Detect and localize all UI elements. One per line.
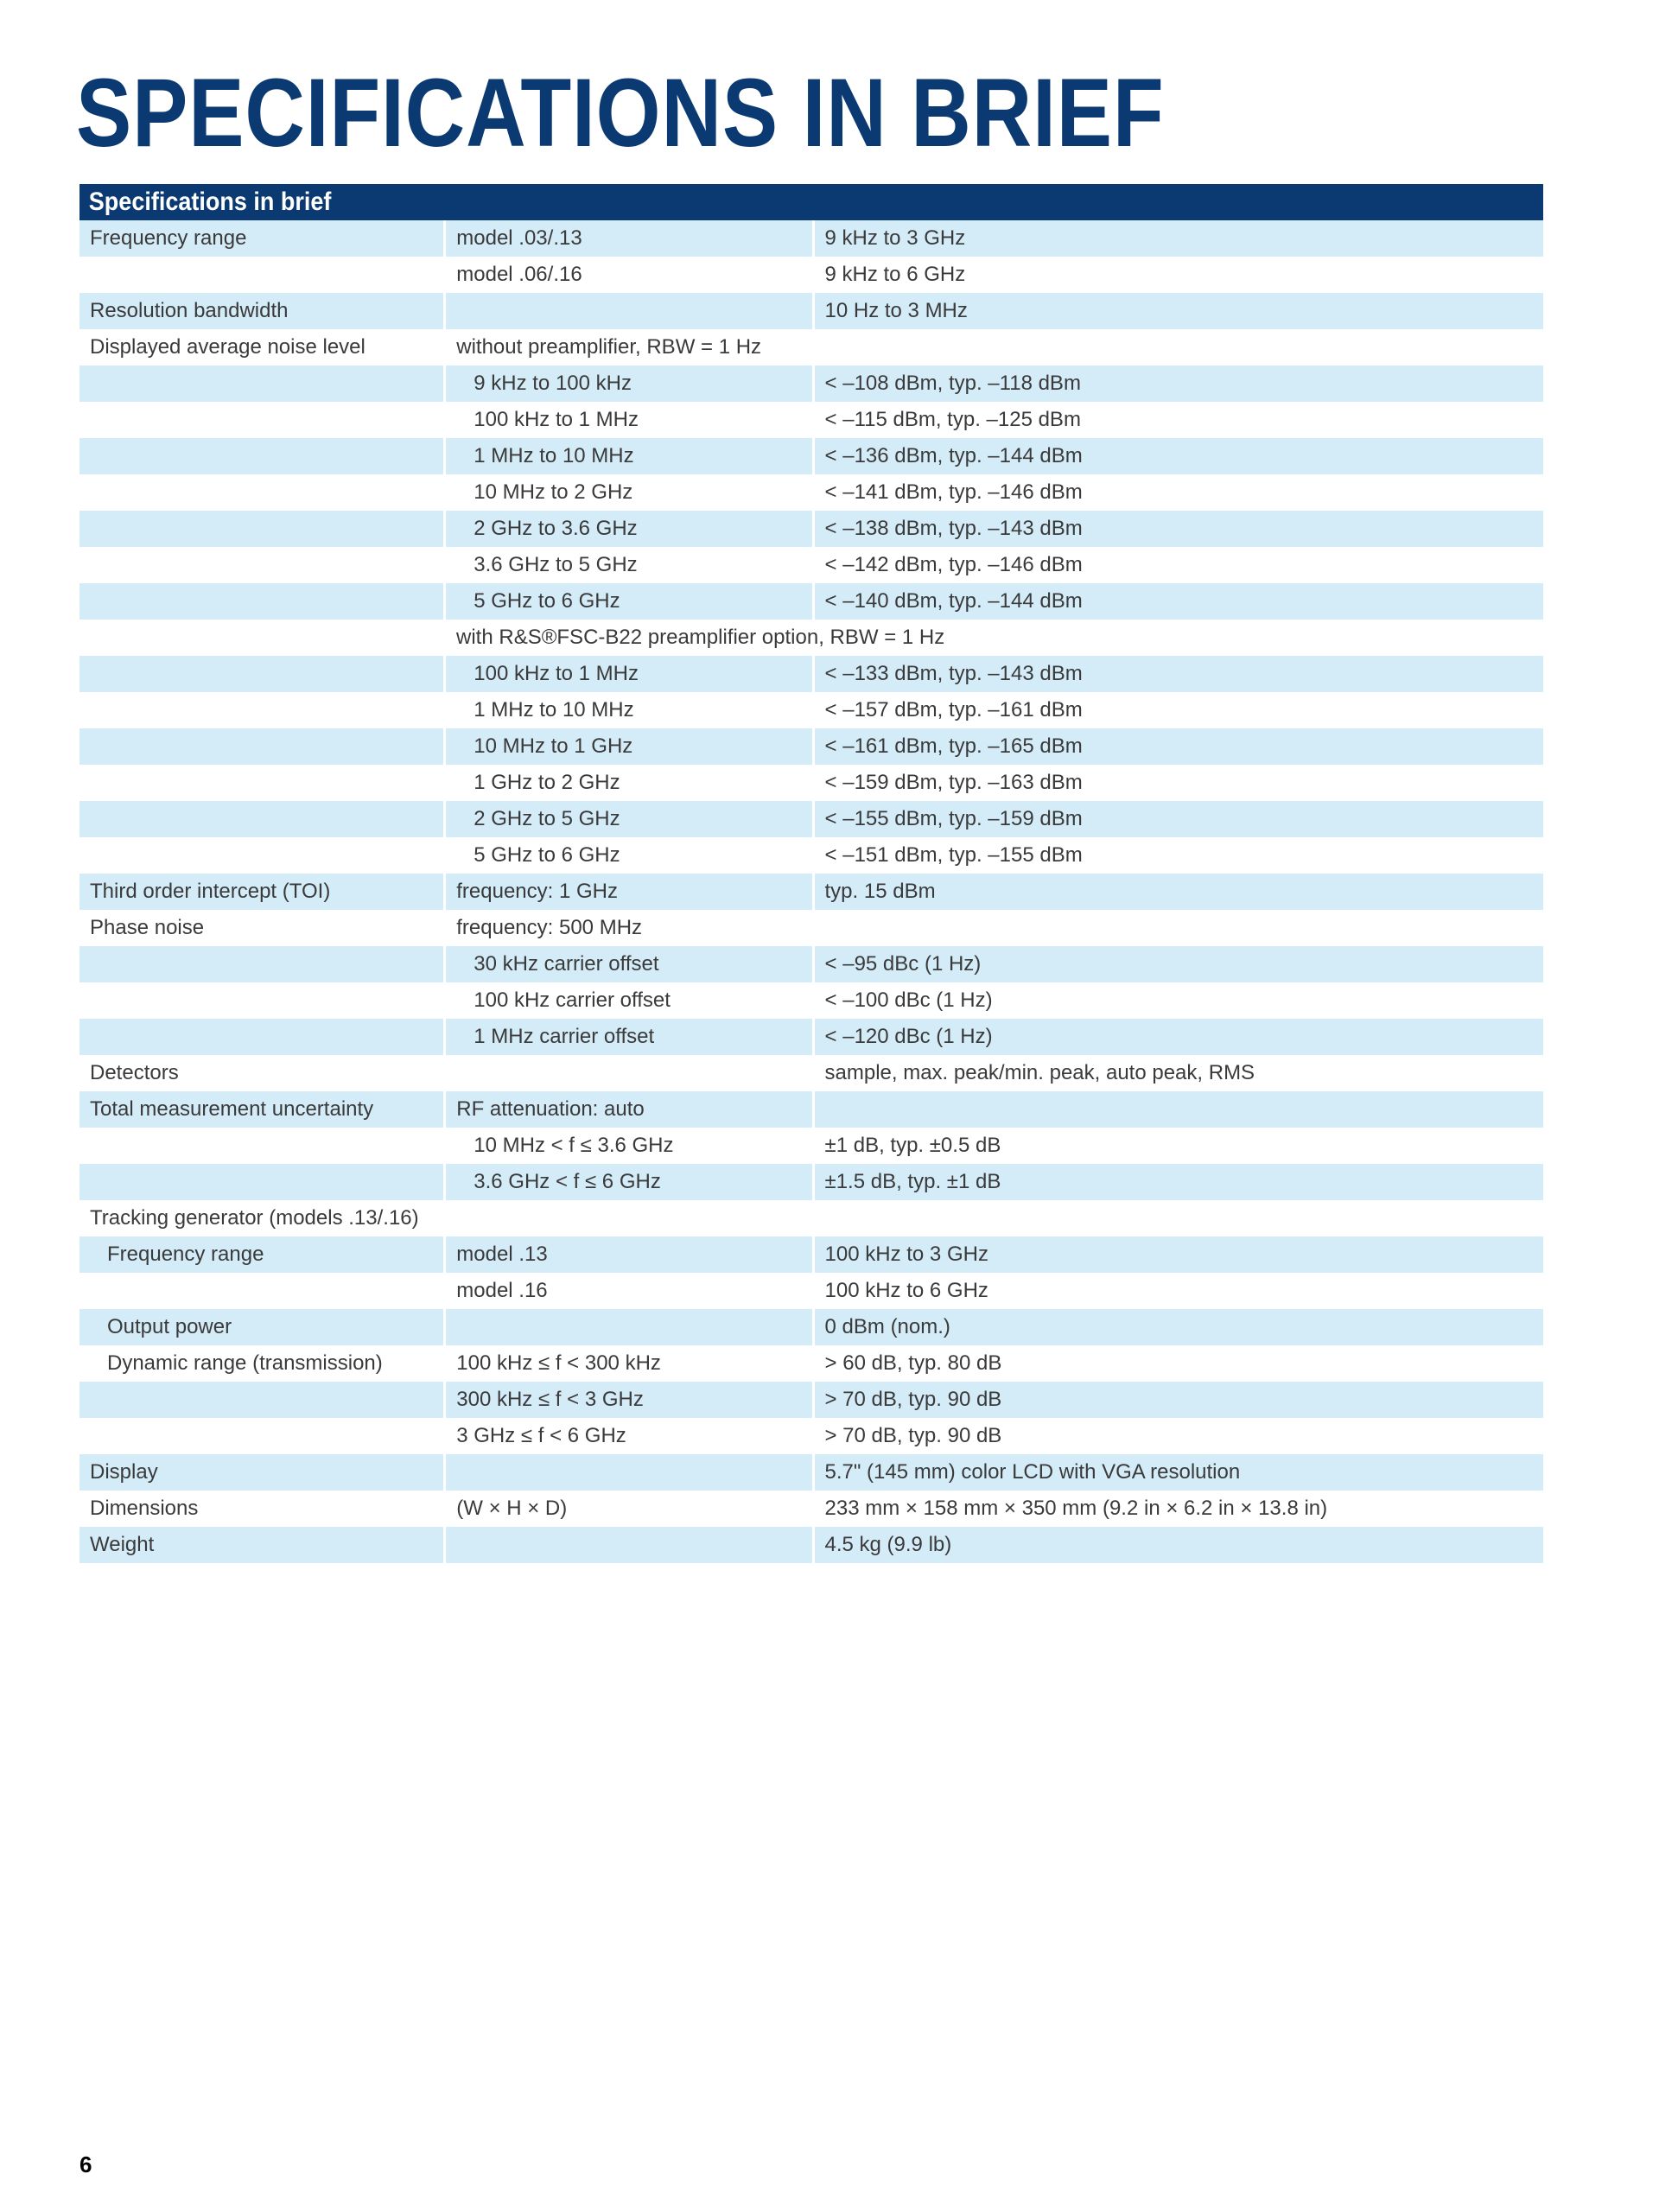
page-title: SPECIFICATIONS IN BRIEF bbox=[76, 59, 1165, 167]
cell-condition: with R&S®FSC-B22 preamplifier option, RBW = 1 Hz bbox=[456, 626, 945, 649]
cell-parameter bbox=[79, 1019, 443, 1055]
cell-value: sample, max. peak/min. peak, auto peak, RMS bbox=[824, 1061, 1255, 1084]
cell-parameter bbox=[79, 257, 443, 293]
cell-parameter bbox=[79, 402, 443, 438]
table-row bbox=[79, 1019, 1543, 1055]
table-row bbox=[79, 1527, 1543, 1563]
table-row bbox=[79, 474, 1543, 511]
cell-parameter bbox=[79, 1128, 443, 1164]
cell-value bbox=[815, 1091, 1543, 1128]
cell-condition: 1 MHz carrier offset bbox=[446, 1019, 811, 1055]
cell-condition: without preamplifier, RBW = 1 Hz bbox=[456, 335, 762, 359]
cell-condition: 100 kHz carrier offset bbox=[474, 988, 671, 1012]
table-row bbox=[79, 220, 1543, 257]
table-row bbox=[79, 1273, 1543, 1309]
cell-condition bbox=[446, 1055, 811, 1091]
table-row bbox=[79, 293, 1543, 329]
cell-value: < –161 dBm, typ. –165 dBm bbox=[815, 728, 1543, 765]
table-row bbox=[79, 365, 1543, 402]
table-row bbox=[79, 946, 1543, 982]
cell-parameter: Display bbox=[79, 1454, 443, 1491]
cell-parameter bbox=[79, 692, 443, 728]
table-row bbox=[79, 1128, 1543, 1164]
cell-value: ±1.5 dB, typ. ±1 dB bbox=[815, 1164, 1543, 1200]
cell-value: ±1 dB, typ. ±0.5 dB bbox=[824, 1134, 1001, 1157]
cell-parameter bbox=[79, 474, 443, 511]
table-header-label: Specifications in brief bbox=[88, 188, 332, 216]
cell-condition: 100 kHz to 1 MHz bbox=[446, 656, 811, 692]
cell-parameter bbox=[79, 365, 443, 402]
table-row bbox=[79, 1236, 1543, 1273]
cell-value: < –140 dBm, typ. –144 dBm bbox=[815, 583, 1543, 620]
table-row bbox=[79, 1491, 1543, 1527]
cell-value: < –159 dBm, typ. –163 dBm bbox=[824, 771, 1083, 794]
table-row bbox=[79, 547, 1543, 583]
cell-condition: 100 kHz to 1 MHz bbox=[474, 408, 639, 431]
table-row bbox=[79, 1345, 1543, 1382]
cell-condition: 1 MHz to 10 MHz bbox=[474, 698, 634, 721]
table-row bbox=[79, 837, 1543, 874]
cell-condition: model .16 bbox=[456, 1279, 548, 1302]
cell-parameter: Frequency range bbox=[79, 220, 443, 257]
table-row bbox=[79, 801, 1543, 837]
table-row bbox=[79, 1454, 1543, 1491]
spec-table bbox=[79, 184, 1543, 1563]
cell-condition: 10 MHz to 1 GHz bbox=[446, 728, 811, 765]
cell-condition bbox=[446, 293, 811, 329]
table-row bbox=[79, 1091, 1543, 1128]
cell-condition: model .03/.13 bbox=[446, 220, 811, 257]
cell-condition: 2 GHz to 3.6 GHz bbox=[446, 511, 811, 547]
table-row bbox=[79, 982, 1543, 1019]
cell-condition: 1 GHz to 2 GHz bbox=[474, 771, 620, 794]
cell-parameter bbox=[79, 1382, 443, 1418]
cell-condition: 10 MHz to 2 GHz bbox=[474, 480, 633, 504]
cell-condition: 5 GHz to 6 GHz bbox=[474, 843, 620, 867]
cell-condition: 100 kHz ≤ f < 300 kHz bbox=[456, 1351, 661, 1375]
cell-parameter: Detectors bbox=[90, 1061, 179, 1084]
cell-value: < –133 dBm, typ. –143 dBm bbox=[815, 656, 1543, 692]
cell-parameter: Total measurement uncertainty bbox=[79, 1091, 443, 1128]
cell-parameter: Phase noise bbox=[90, 916, 205, 939]
cell-parameter bbox=[79, 1273, 443, 1309]
cell-value: < –136 dBm, typ. –144 dBm bbox=[815, 438, 1543, 474]
table-row bbox=[79, 728, 1543, 765]
table-row bbox=[79, 511, 1543, 547]
cell-value: < –141 dBm, typ. –146 dBm bbox=[824, 480, 1083, 504]
cell-value: 9 kHz to 3 GHz bbox=[815, 220, 1543, 257]
cell-value: < –100 dBc (1 Hz) bbox=[824, 988, 993, 1012]
table-row bbox=[79, 910, 1543, 946]
cell-condition: model .13 bbox=[446, 1236, 811, 1273]
cell-condition bbox=[446, 1527, 811, 1563]
table-row bbox=[79, 620, 1543, 656]
cell-value: 100 kHz to 3 GHz bbox=[815, 1236, 1543, 1273]
cell-value: typ. 15 dBm bbox=[815, 874, 1543, 910]
cell-value bbox=[815, 329, 1543, 365]
cell-value: < –142 dBm, typ. –146 dBm bbox=[824, 553, 1083, 576]
table-row bbox=[79, 1055, 1543, 1091]
cell-value: 0 dBm (nom.) bbox=[815, 1309, 1543, 1345]
cell-parameter bbox=[79, 547, 443, 583]
cell-parameter bbox=[79, 1164, 443, 1200]
cell-value: 5.7" (145 mm) color LCD with VGA resolution bbox=[815, 1454, 1543, 1491]
table-row bbox=[79, 1309, 1543, 1345]
cell-parameter bbox=[79, 982, 443, 1019]
cell-parameter bbox=[79, 620, 443, 656]
table-row bbox=[79, 765, 1543, 801]
cell-condition: 300 kHz ≤ f < 3 GHz bbox=[446, 1382, 811, 1418]
table-row bbox=[79, 692, 1543, 728]
cell-value bbox=[815, 1200, 1543, 1236]
cell-value: 100 kHz to 6 GHz bbox=[824, 1279, 988, 1302]
cell-parameter: Weight bbox=[79, 1527, 443, 1563]
table-row bbox=[79, 1200, 1543, 1236]
table-header bbox=[79, 184, 1543, 220]
cell-condition: frequency: 500 MHz bbox=[456, 916, 643, 939]
cell-value: < –115 dBm, typ. –125 dBm bbox=[824, 408, 1081, 431]
cell-parameter: Resolution bandwidth bbox=[79, 293, 443, 329]
cell-parameter bbox=[79, 801, 443, 837]
table-row bbox=[79, 438, 1543, 474]
cell-condition: 9 kHz to 100 kHz bbox=[446, 365, 811, 402]
cell-parameter bbox=[79, 438, 443, 474]
table-row bbox=[79, 1382, 1543, 1418]
cell-value: < –120 dBc (1 Hz) bbox=[815, 1019, 1543, 1055]
table-row bbox=[79, 1164, 1543, 1200]
cell-condition: 1 MHz to 10 MHz bbox=[446, 438, 811, 474]
cell-value: < –108 dBm, typ. –118 dBm bbox=[815, 365, 1543, 402]
table-row bbox=[79, 402, 1543, 438]
cell-parameter: Frequency range bbox=[79, 1236, 443, 1273]
cell-parameter: Dynamic range (transmission) bbox=[107, 1351, 383, 1375]
table-row bbox=[79, 257, 1543, 293]
table-row bbox=[79, 656, 1543, 692]
cell-value: 9 kHz to 6 GHz bbox=[824, 263, 966, 286]
cell-value: > 70 dB, typ. 90 dB bbox=[824, 1424, 1002, 1447]
cell-condition: frequency: 1 GHz bbox=[446, 874, 811, 910]
cell-condition: model .06/.16 bbox=[456, 263, 582, 286]
cell-value: < –138 dBm, typ. –143 dBm bbox=[815, 511, 1543, 547]
cell-value: < –95 dBc (1 Hz) bbox=[815, 946, 1543, 982]
cell-parameter: Dimensions bbox=[90, 1497, 199, 1520]
cell-value: > 60 dB, typ. 80 dB bbox=[824, 1351, 1002, 1375]
cell-value: < –157 dBm, typ. –161 dBm bbox=[824, 698, 1083, 721]
cell-condition bbox=[446, 1454, 811, 1491]
table-row bbox=[79, 1418, 1543, 1454]
page-number: 6 bbox=[79, 2152, 92, 2177]
cell-parameter bbox=[79, 583, 443, 620]
cell-condition: 30 kHz carrier offset bbox=[446, 946, 811, 982]
cell-parameter: Output power bbox=[79, 1309, 443, 1345]
cell-value bbox=[815, 910, 1543, 946]
cell-value: 233 mm × 158 mm × 350 mm (9.2 in × 6.2 in × 13.8 in) bbox=[824, 1497, 1328, 1520]
cell-condition: 10 MHz < f ≤ 3.6 GHz bbox=[474, 1134, 674, 1157]
cell-condition: 3.6 GHz < f ≤ 6 GHz bbox=[446, 1164, 811, 1200]
table-row bbox=[79, 329, 1543, 365]
cell-condition: (W × H × D) bbox=[456, 1497, 568, 1520]
cell-parameter: Displayed average noise level bbox=[90, 335, 365, 359]
cell-parameter: Third order intercept (TOI) bbox=[79, 874, 443, 910]
cell-parameter bbox=[79, 837, 443, 874]
cell-parameter bbox=[79, 946, 443, 982]
cell-condition: RF attenuation: auto bbox=[446, 1091, 811, 1128]
table-row bbox=[79, 583, 1543, 620]
cell-parameter: Tracking generator (models .13/.16) bbox=[90, 1206, 419, 1230]
cell-condition bbox=[446, 1200, 811, 1236]
cell-condition: 3.6 GHz to 5 GHz bbox=[474, 553, 638, 576]
table-body bbox=[79, 220, 1543, 1563]
cell-value: < –151 dBm, typ. –155 dBm bbox=[824, 843, 1083, 867]
cell-parameter bbox=[79, 1418, 443, 1454]
cell-condition: 5 GHz to 6 GHz bbox=[446, 583, 811, 620]
cell-value: 10 Hz to 3 MHz bbox=[815, 293, 1543, 329]
cell-value: > 70 dB, typ. 90 dB bbox=[815, 1382, 1543, 1418]
cell-parameter bbox=[79, 511, 443, 547]
cell-parameter bbox=[79, 765, 443, 801]
cell-condition: 3 GHz ≤ f < 6 GHz bbox=[456, 1424, 626, 1447]
cell-condition bbox=[446, 1309, 811, 1345]
cell-value: 4.5 kg (9.9 lb) bbox=[815, 1527, 1543, 1563]
cell-value: < –155 dBm, typ. –159 dBm bbox=[815, 801, 1543, 837]
cell-condition: 2 GHz to 5 GHz bbox=[446, 801, 811, 837]
cell-parameter bbox=[79, 728, 443, 765]
table-row bbox=[79, 874, 1543, 910]
cell-parameter bbox=[79, 656, 443, 692]
